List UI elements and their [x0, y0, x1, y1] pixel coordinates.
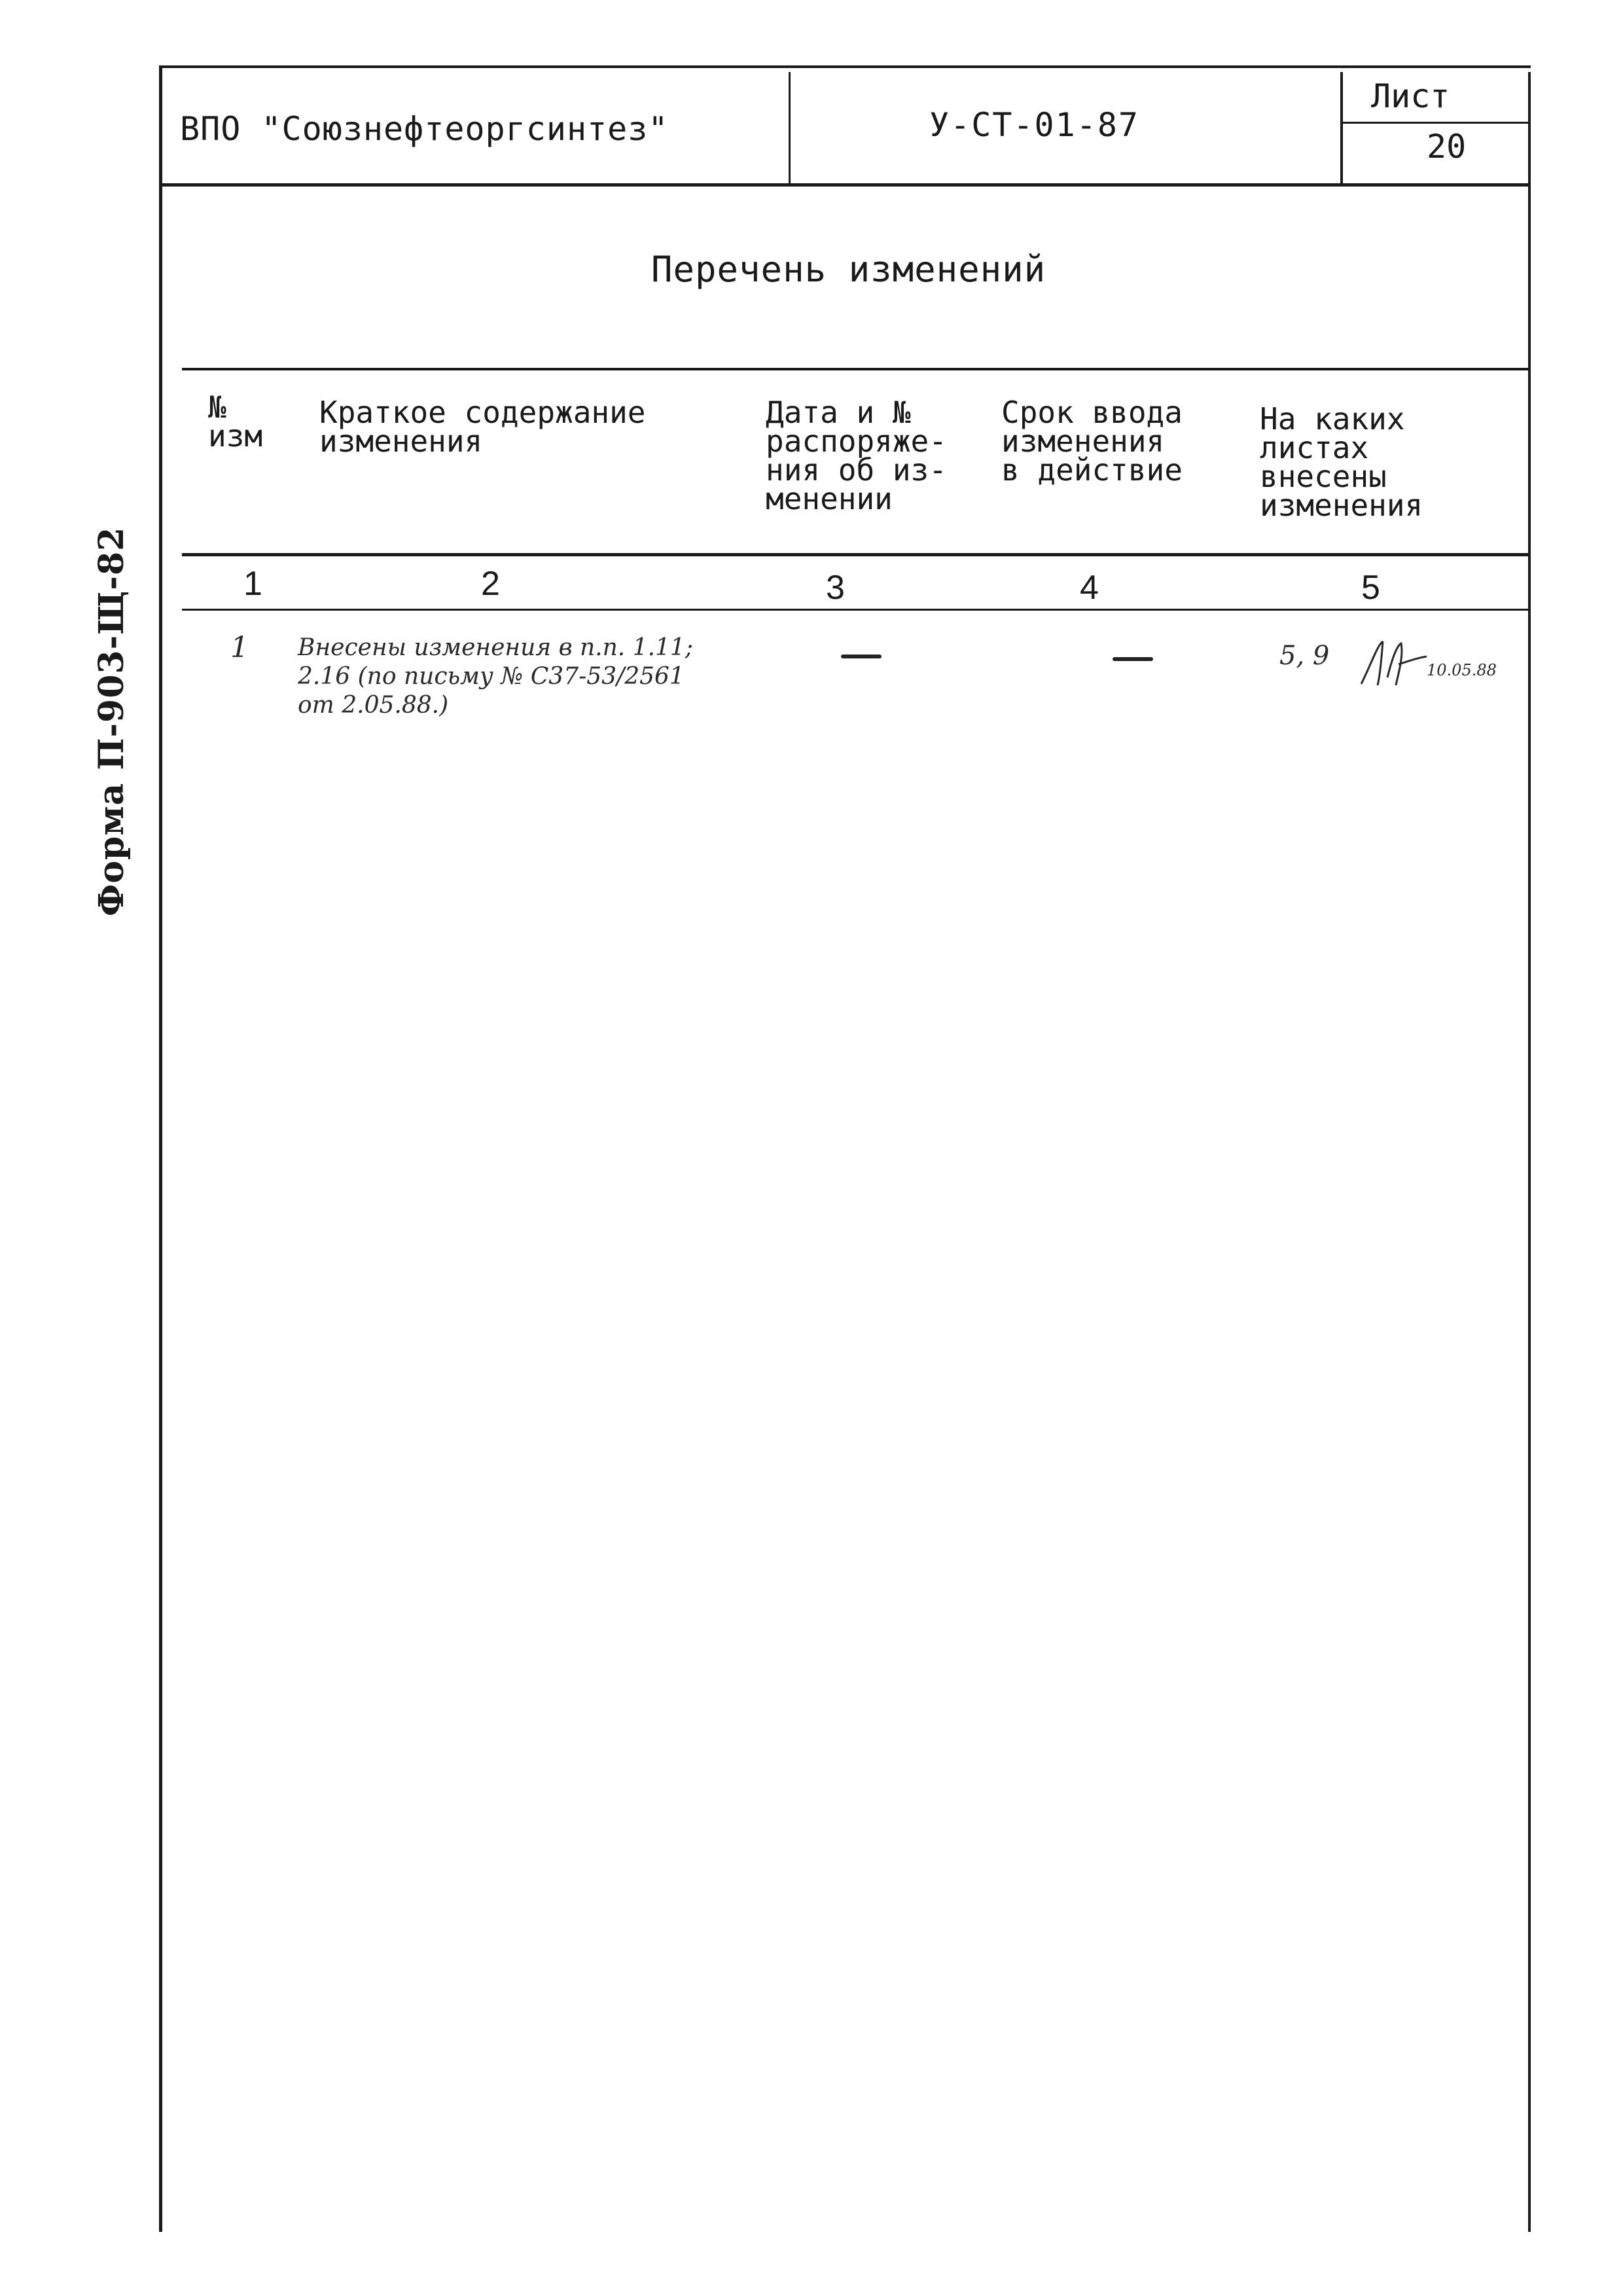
table-numbers-bottom-line: [182, 609, 1528, 611]
organization-name: ВПО "Союзнефтеоргсинтез": [180, 110, 669, 148]
column-header-sheets: На каких листах внесены изменения: [1260, 401, 1423, 523]
header-bottom-line: [159, 183, 1531, 187]
column-number-3: 3: [826, 569, 845, 607]
frame-right-line: [1528, 72, 1531, 2232]
row-1-effective-dash: [1113, 657, 1153, 661]
page-title: Перечень изменений: [651, 249, 1046, 290]
row-1-sheets: 5, 9: [1279, 641, 1330, 671]
table-top-line: [182, 368, 1528, 370]
row-1-content: Внесены изменения в п.п. 1.11; 2.16 (по письму № С37-53/2561 от 2.05.88.): [298, 634, 693, 719]
frame-left-line: [159, 65, 162, 2232]
document-code: У-СТ-01-87: [929, 106, 1140, 144]
column-header-number: № изм: [208, 389, 263, 454]
frame-top-line: [159, 65, 1531, 68]
signature: [1358, 638, 1430, 691]
row-1-number: 1: [230, 631, 249, 664]
table-header-bottom-line: [182, 553, 1528, 556]
header-divider-1: [789, 72, 791, 183]
column-header-order: Дата и № распоряже- ния об из- менении: [766, 395, 947, 516]
column-header-effective: Срок ввода изменения в действие: [1001, 395, 1183, 488]
column-header-content: Краткое содержание изменения: [319, 395, 646, 459]
column-number-4: 4: [1080, 569, 1099, 607]
column-number-5: 5: [1361, 569, 1380, 607]
row-1-sheets-date: 10.05.88: [1427, 661, 1497, 679]
sheet-label: Лист: [1371, 77, 1450, 115]
row-1-order-dash: [841, 655, 882, 658]
column-number-1: 1: [243, 565, 262, 603]
sheet-box-divider: [1342, 122, 1531, 124]
header-divider-2: [1340, 72, 1343, 185]
column-number-2: 2: [481, 565, 500, 603]
form-label: Форма П-903-Щ-82: [92, 526, 132, 916]
sheet-number: 20: [1427, 128, 1467, 166]
